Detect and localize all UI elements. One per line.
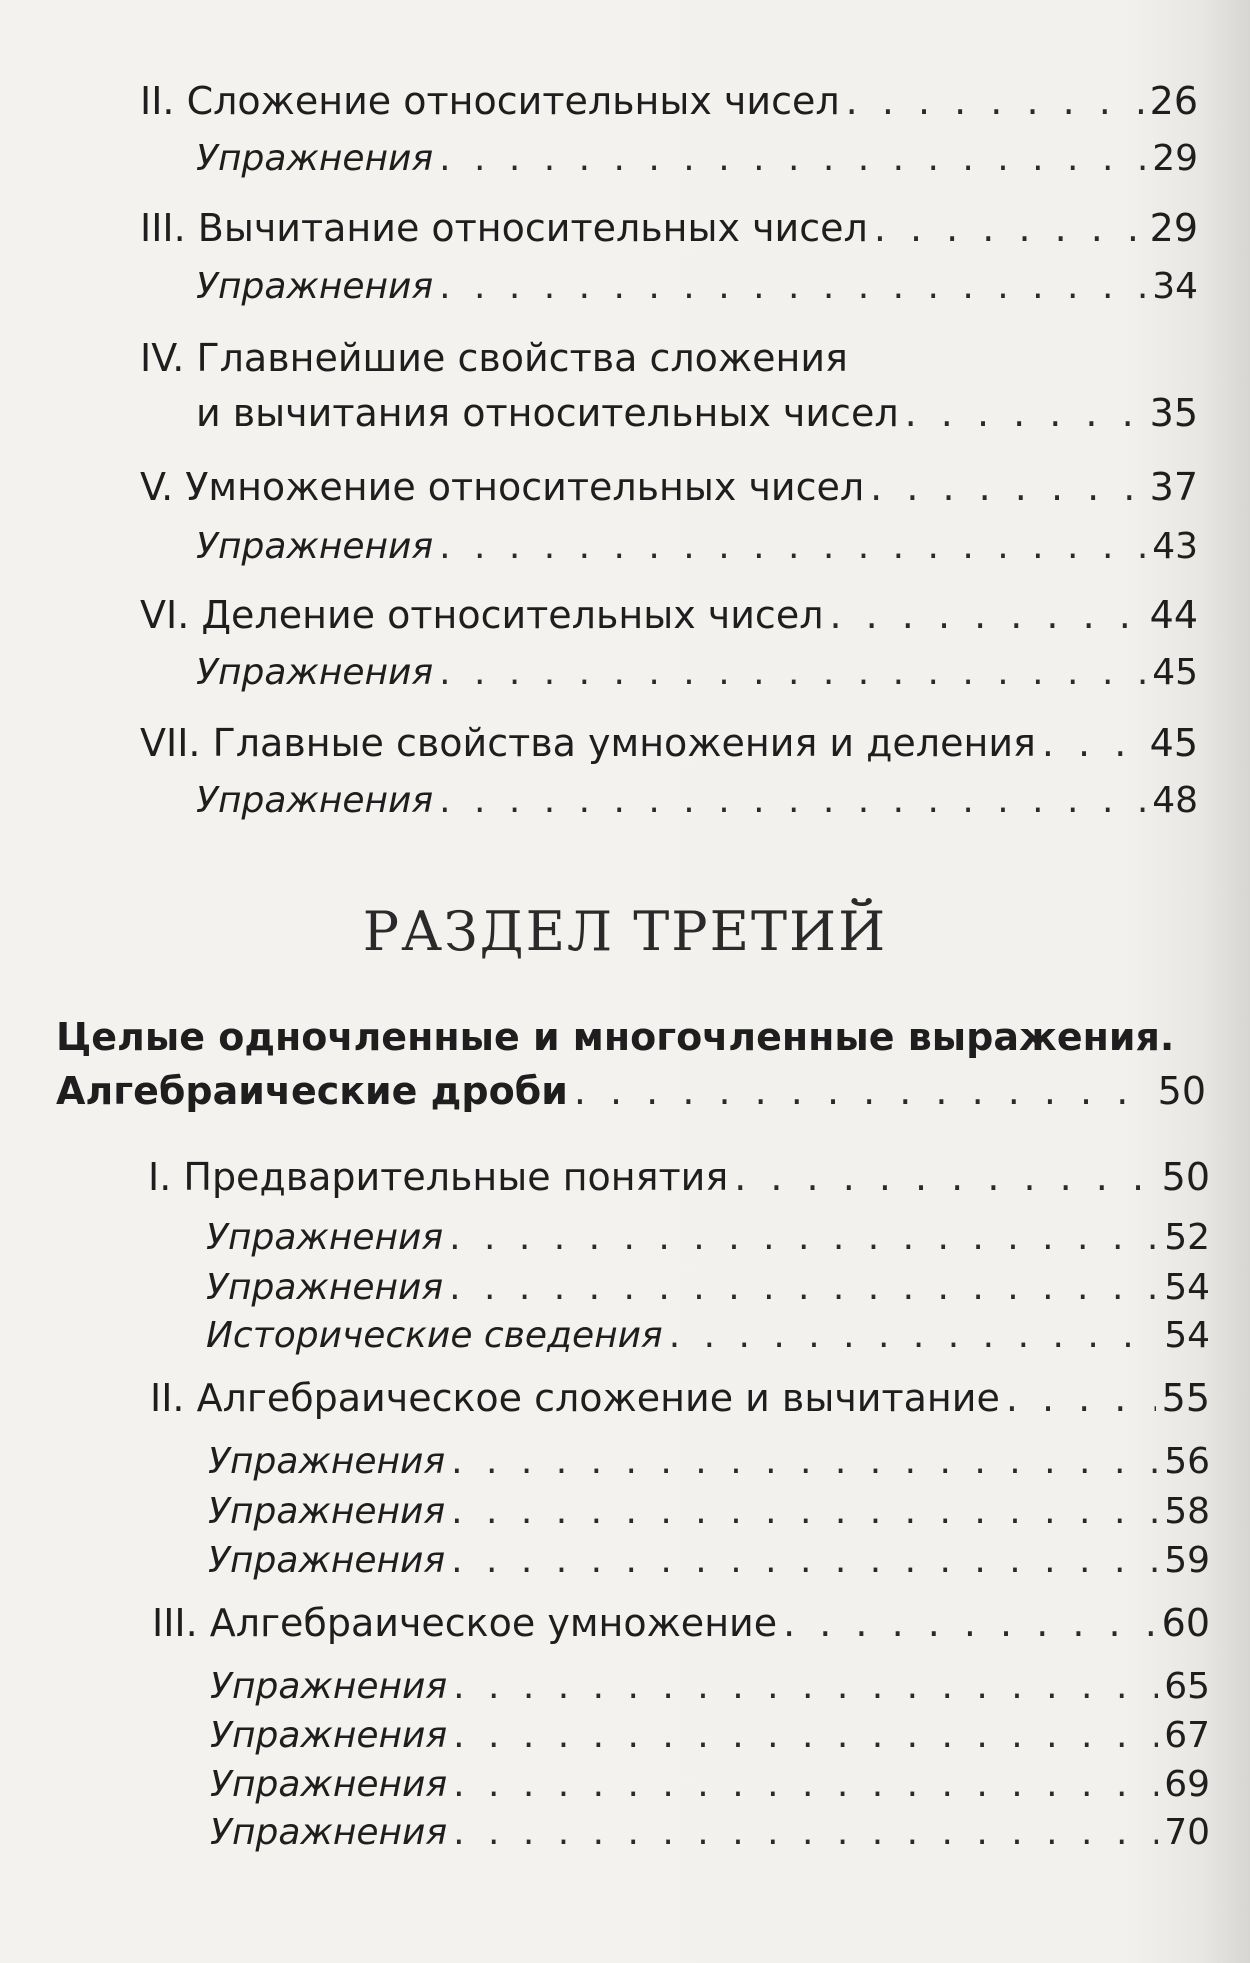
toc-subentry (206, 1311, 1210, 1361)
leader-dots (574, 1066, 1152, 1116)
entry-title: Упражнения (196, 266, 434, 307)
entry-title: II. Алгебраическое сложение и вычитание (150, 1376, 1000, 1420)
entry-title: Упражнения (210, 1715, 448, 1756)
section-heading (56, 1066, 1206, 1116)
page-number: 67 (1164, 1715, 1210, 1756)
page-number: 54 (1164, 1315, 1210, 1356)
entry-title: VII. Главные свойства умножения и деления (140, 721, 1036, 765)
leader-dots (1042, 718, 1144, 768)
entry-title: Исторические сведения (206, 1315, 663, 1356)
page-number: 29 (1149, 206, 1198, 250)
entry-title: III. Вычитание относительных чисел (140, 206, 868, 250)
entry-title: III. Алгебраическое умножение (152, 1601, 778, 1645)
section-heading-line1: Целые одночленные и многочленные выражения. (56, 1015, 1175, 1059)
entry-title-line1: IV. Главнейшие свойства сложения (140, 336, 848, 380)
leader-dots (449, 1213, 1158, 1263)
page-number: 52 (1164, 1217, 1210, 1258)
entry-title: II. Сложение относительных чисел (140, 79, 840, 123)
entry-title-line2: и вычитания относительных чисел (196, 391, 899, 435)
leader-dots (870, 462, 1143, 512)
toc-subentry (210, 1711, 1210, 1761)
leader-dots (439, 776, 1146, 826)
toc-entry (150, 1373, 1210, 1423)
toc-entry (196, 388, 1198, 438)
toc-subentry (196, 134, 1198, 184)
page-number: 60 (1161, 1601, 1210, 1645)
entry-title: Упражнения (196, 780, 434, 821)
entry-title: I. Предварительные понятия (148, 1155, 729, 1199)
entry-title: VI. Деление относительных чисел (140, 593, 824, 637)
toc-subentry (206, 1263, 1210, 1313)
page-number: 65 (1164, 1666, 1210, 1707)
leader-dots (439, 134, 1146, 184)
entry-title: Упражнения (196, 138, 434, 179)
toc-entry (152, 1598, 1210, 1648)
toc-subentry (208, 1437, 1210, 1487)
toc-subentry (206, 1213, 1210, 1263)
leader-dots (451, 1487, 1158, 1537)
toc-entry (140, 76, 1198, 126)
toc-subentry (210, 1760, 1210, 1810)
entry-title: Упражнения (206, 1217, 444, 1258)
entry-title: Упражнения (196, 526, 434, 567)
toc-subentry (210, 1662, 1210, 1712)
toc-entry (140, 718, 1198, 768)
leader-dots (783, 1598, 1156, 1648)
page-number: 43 (1152, 526, 1198, 567)
entry-title: Упражнения (206, 1267, 444, 1308)
entry-title: Упражнения (210, 1666, 448, 1707)
page-number: 29 (1152, 138, 1198, 179)
page-number: 54 (1164, 1267, 1210, 1308)
leader-dots (453, 1711, 1158, 1761)
toc-subentry (196, 522, 1198, 572)
entry-title: Упражнения (208, 1491, 446, 1532)
leader-dots (829, 590, 1143, 640)
page-number: 45 (1152, 652, 1198, 693)
page-number: 37 (1149, 465, 1198, 509)
entry-title: Упражнения (208, 1441, 446, 1482)
leader-dots (846, 76, 1144, 126)
leader-dots (1006, 1373, 1156, 1423)
page-number: 59 (1164, 1540, 1210, 1581)
leader-dots (449, 1263, 1158, 1313)
toc-subentry (196, 262, 1198, 312)
page-number: 70 (1164, 1812, 1210, 1853)
leader-dots (451, 1536, 1158, 1586)
entry-title: Упражнения (210, 1812, 448, 1853)
page-number: 34 (1152, 266, 1198, 307)
page-number: 48 (1152, 780, 1198, 821)
toc-subentry (196, 776, 1198, 826)
leader-dots (669, 1311, 1158, 1361)
page-number: 44 (1149, 593, 1198, 637)
toc-entry (140, 462, 1198, 512)
toc-subentry (208, 1487, 1210, 1537)
entry-title: Упражнения (196, 652, 434, 693)
page-number: 50 (1157, 1069, 1206, 1113)
toc-subentry (196, 648, 1198, 698)
page-number: 58 (1164, 1491, 1210, 1532)
section-heading-line2: Алгебраические дроби (56, 1069, 568, 1113)
leader-dots (451, 1437, 1158, 1487)
entry-title: Упражнения (208, 1540, 446, 1581)
leader-dots (439, 648, 1146, 698)
section-title: РАЗДЕЛ ТРЕТИЙ (362, 900, 888, 963)
entry-title: Упражнения (210, 1764, 448, 1805)
toc-entry (140, 203, 1198, 253)
page-number: 45 (1149, 721, 1198, 765)
toc-subentry (208, 1536, 1210, 1586)
leader-dots (453, 1808, 1158, 1858)
page-number: 56 (1164, 1441, 1210, 1482)
page-number: 55 (1161, 1376, 1210, 1420)
leader-dots (453, 1662, 1158, 1712)
leader-dots (734, 1152, 1155, 1202)
page-number: 50 (1161, 1155, 1210, 1199)
leader-dots (439, 522, 1146, 572)
page-number: 35 (1149, 391, 1198, 435)
toc-entry (140, 590, 1198, 640)
leader-dots (453, 1760, 1158, 1810)
leader-dots (439, 262, 1146, 312)
leader-dots (874, 203, 1144, 253)
leader-dots (905, 388, 1144, 438)
toc-entry (148, 1152, 1210, 1202)
entry-title: V. Умножение относительных чисел (140, 465, 865, 509)
toc-subentry (210, 1808, 1210, 1858)
page-number: 69 (1164, 1764, 1210, 1805)
page-number: 26 (1149, 79, 1198, 123)
